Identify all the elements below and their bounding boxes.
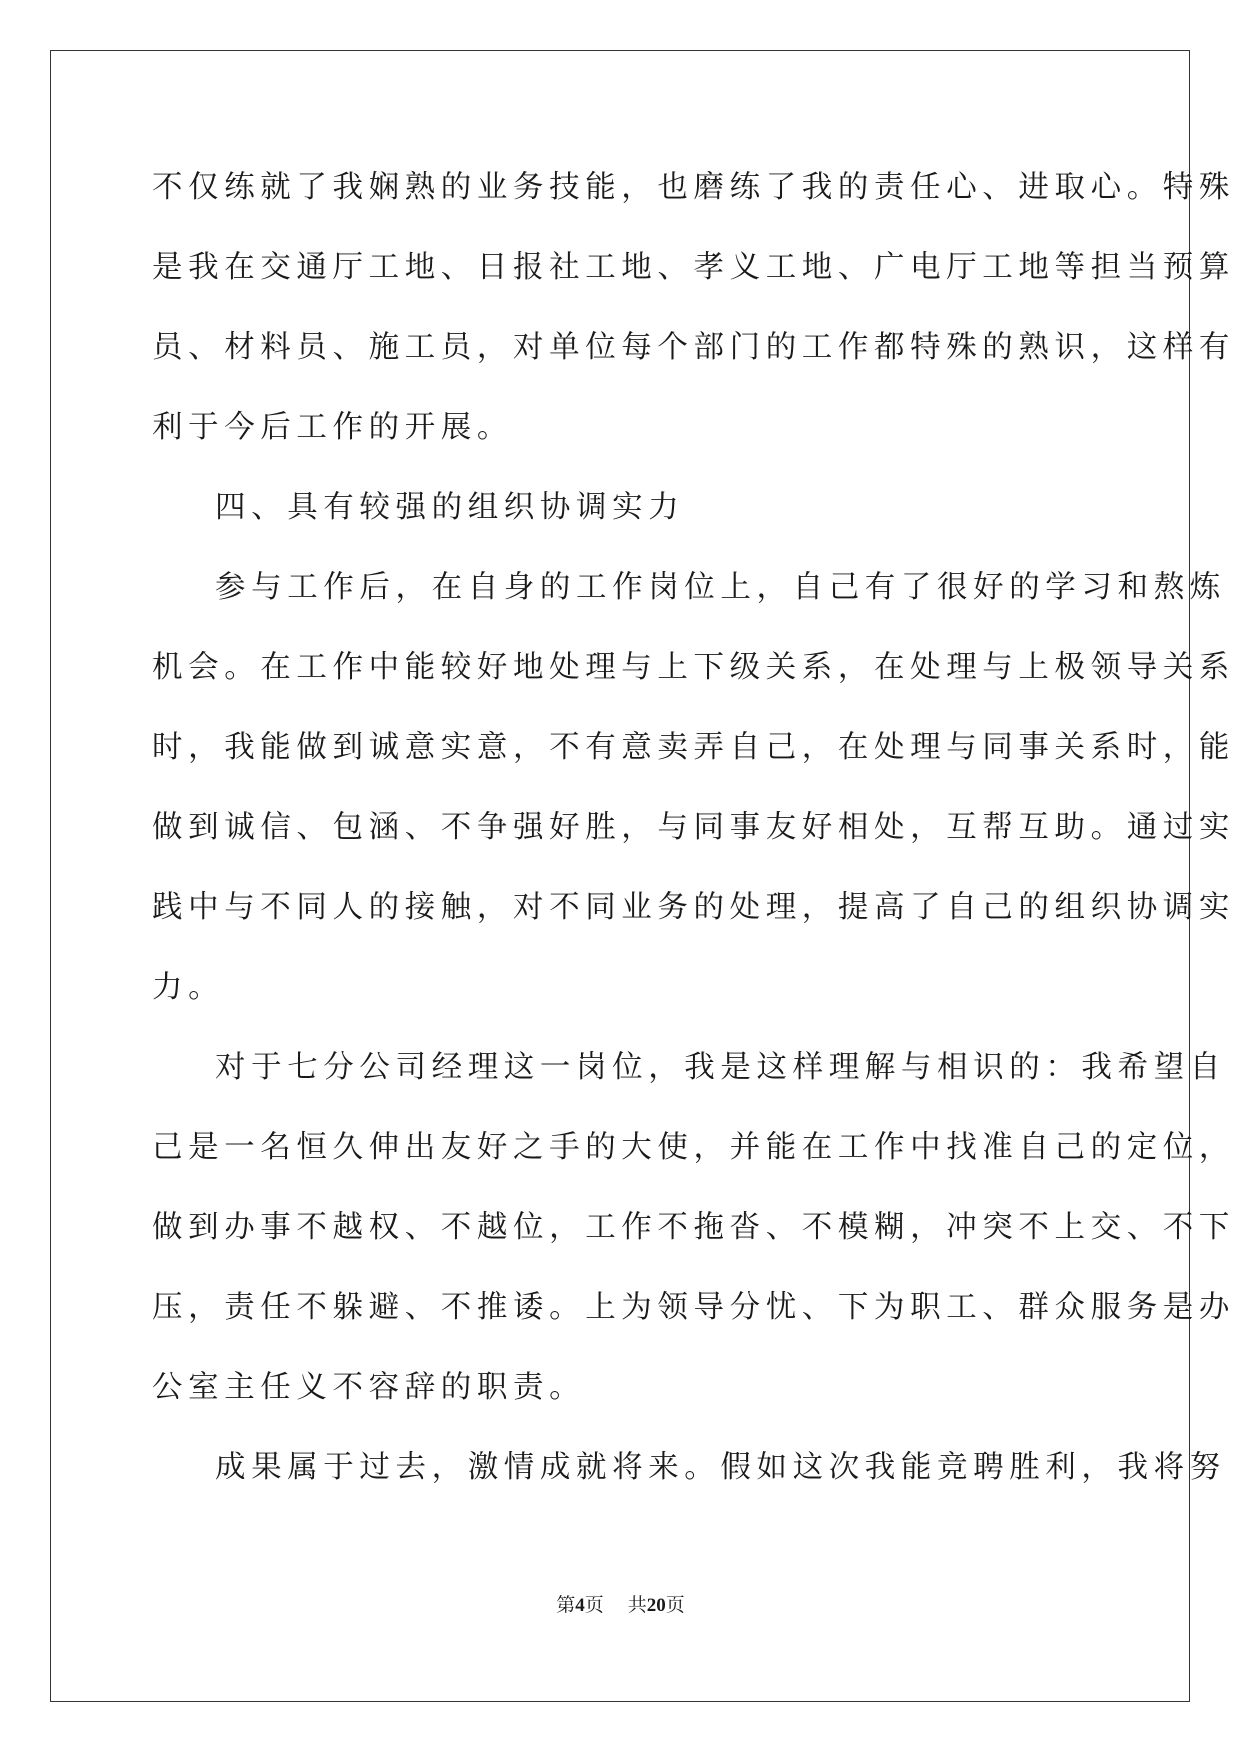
page-footer <box>0 1594 1241 1618</box>
total-pages: 20 <box>646 1595 666 1616</box>
text-line: 机会。在工作中能较好地处理与上下级关系，在处理与上极领导关系 <box>152 650 1235 685</box>
text-line: 力。 <box>152 970 225 1005</box>
text-line: 员、材料员、施工员，对单位每个部门的工作都特殊的熟识，这样有 <box>152 330 1235 365</box>
text-line: 成果属于过去，激情成就将来。假如这次我能竞聘胜利，我将努 <box>215 1450 1226 1485</box>
text-line: 是我在交通厅工地、日报社工地、孝义工地、广电厅工地等担当预算 <box>152 250 1235 285</box>
text-line: 利于今后工作的开展。 <box>152 410 513 445</box>
section-heading: 四、具有较强的组织协调实力 <box>215 490 685 525</box>
text-line: 压，责任不躲避、不推诿。上为领导分忧、下为职工、群众服务是办 <box>152 1290 1235 1325</box>
total-prefix: 共 <box>627 1595 647 1616</box>
text-line: 践中与不同人的接触，对不同业务的处理，提高了自己的组织协调实 <box>152 890 1235 925</box>
page-prefix: 第 <box>556 1595 576 1616</box>
text-line: 做到办事不越权、不越位，工作不拖沓、不模糊，冲突不上交、不下 <box>152 1210 1235 1245</box>
text-line: 做到诚信、包涵、不争强好胜，与同事友好相处，互帮互助。通过实 <box>152 810 1235 845</box>
text-line: 对于七分公司经理这一岗位，我是这样理解与相识的：我希望自 <box>215 1050 1226 1085</box>
total-suffix: 页 <box>665 1595 685 1616</box>
text-line: 参与工作后，在自身的工作岗位上，自己有了很好的学习和熬炼 <box>215 570 1226 605</box>
text-line: 不仅练就了我娴熟的业务技能，也磨练了我的责任心、进取心。特殊 <box>152 170 1235 205</box>
page-suffix: 页 <box>584 1595 604 1616</box>
text-line: 己是一名恒久伸出友好之手的大使，并能在工作中找准自己的定位， <box>152 1130 1235 1165</box>
text-line: 时，我能做到诚意实意，不有意卖弄自己，在处理与同事关系时，能 <box>152 730 1235 765</box>
page-number: 4 <box>575 1595 585 1616</box>
text-line: 公室主任义不容辞的职责。 <box>152 1370 586 1405</box>
